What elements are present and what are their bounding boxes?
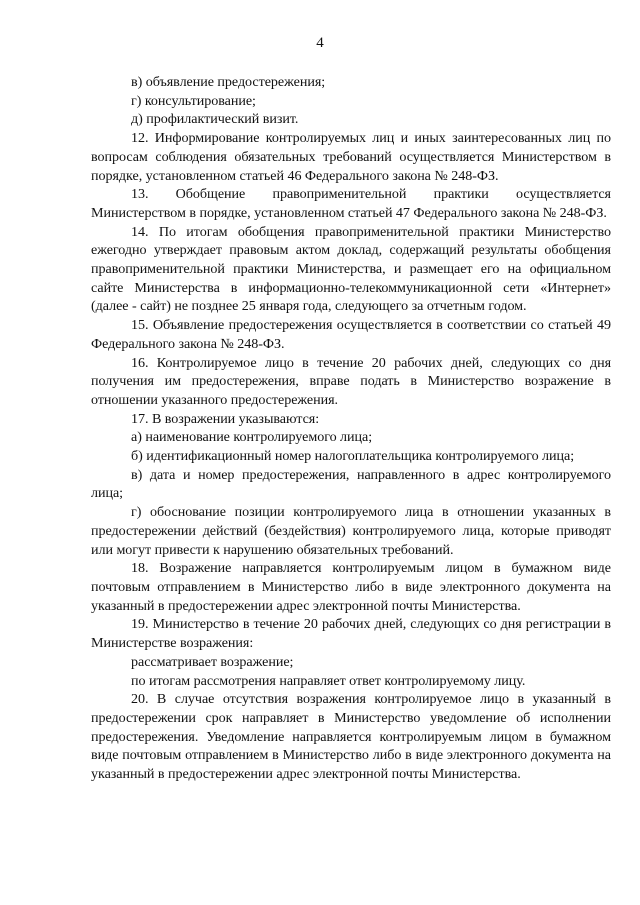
paragraph-20: 20. В случае отсутствия возражения контролируемое лицо в указанный в предостережении срок направляет в Министерство уведомление об исполнении предостережения. Уведомление направляется контролируемым лицом в бумажном виде почтовым отправлением в Министерство либо в виде электронного документа на указанный в предостережении адрес электронной почты Министерства. <box>91 691 611 783</box>
paragraph-19: 19. Министерство в течение 20 рабочих дней, следующих со дня регистрации в Министерстве возражения: <box>91 616 611 652</box>
page-number: 4 <box>316 35 324 51</box>
list-item-v: в) объявление предостережения; <box>131 74 326 90</box>
list-item-g: г) консультирование; <box>131 92 256 109</box>
paragraph-14: 14. По итогам обобщения правоприменительной практики Министерство ежегодно утверждает правовым актом доклад, содержащий результаты обобщения правоприменительной практики Министерства, и размещает его на официальном сайте Министерства в информационно-телекоммуникационной сети «Интернет» (далее - сайт) не позднее 25 января года, следующего за отчетным годом. <box>91 223 611 315</box>
list-item-reply: по итогам рассмотрения направляет ответ контролируемому лицу. <box>131 672 526 689</box>
list-item-g2: г) обоснование позиции контролируемого лица в отношении указанных в предостережении действий (бездействия) контролируемого лица, которые приводят или могут привести к нарушению обязательных требований. <box>91 504 611 558</box>
paragraph-13: 13. Обобщение правоприменительной практики осуществляется Министерством в порядке, установленном статьей 47 Федерального закона № 248-ФЗ. <box>91 186 611 221</box>
paragraph-16: 16. Контролируемое лицо в течение 20 рабочих дней, следующих со дня получения им предостережения, вправе подать в Министерство возражение в отношении указанного предостережения. <box>91 354 611 408</box>
list-item-d: д) профилактический визит. <box>131 111 299 128</box>
list-item-a: а) наименование контролируемого лица; <box>131 429 373 446</box>
paragraph-17: 17. В возражении указываются: <box>131 410 320 427</box>
paragraph-12: 12. Информирование контролируемых лиц и иных заинтересованных лиц по вопросам соблюдения обязательных требований осуществляется Министерством в порядке, установленном статьей 46 Федерального закона № 248-ФЗ. <box>91 130 611 184</box>
paragraph-15: 15. Объявление предостережения осуществляется в соответствии со статьей 49 Федерального закона № 248-ФЗ. <box>91 317 611 352</box>
list-item-v2: в) дата и номер предостережения, направленного в адрес контролируемого лица; <box>91 466 611 502</box>
list-item-b: б) идентификационный номер налогоплательщика контролируемого лица; <box>131 448 575 465</box>
list-item-review: рассматривает возражение; <box>131 653 294 670</box>
paragraph-18: 18. Возражение направляется контролируемым лицом в бумажном виде почтовым отправлением в Министерство либо в виде электронного документа на указанный в предостережении адрес электронной почты Министерства. <box>91 560 611 614</box>
document-body <box>91 73 611 784</box>
